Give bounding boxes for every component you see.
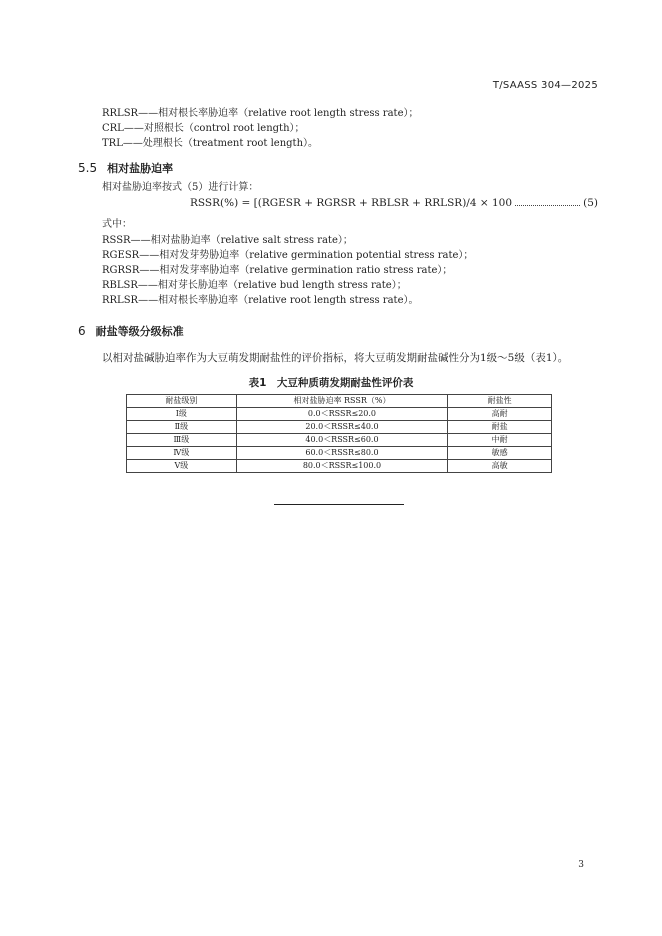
formula-intro: 相对盐胁迫率按式（5）进行计算： [102, 182, 259, 193]
dot-leader [515, 205, 580, 206]
cell-rssr: 80.0＜RSSR≤100.0 [236, 460, 448, 473]
definition-rgrsr: RGRSR——相对发芽率胁迫率（relative germination ratio stress rate）； [102, 265, 453, 276]
table-row [127, 408, 552, 421]
cell-level: Ⅳ级 [127, 447, 237, 460]
definition-rrlsr-2: RRLSR——相对根长率胁迫率（relative root length stress rate）。 [102, 295, 419, 306]
table-caption: 表1 大豆种质萌发期耐盐性评价表 [248, 377, 414, 389]
table-row [127, 434, 552, 447]
cell-rssr: 20.0＜RSSR≤40.0 [236, 421, 448, 434]
header-tolerance: 耐盐性 [448, 395, 552, 408]
section-6-heading [78, 323, 184, 339]
definition-rblsr: RBLSR——相对芽长胁迫率（relative bud length stress rate）； [102, 280, 407, 291]
cell-tolerance: 高敏 [448, 460, 552, 473]
section-number: 5.5 [78, 161, 98, 175]
table-header-row [127, 395, 552, 408]
end-rule [274, 504, 404, 505]
cell-tolerance: 高耐 [448, 408, 552, 421]
cell-level: Ⅴ级 [127, 460, 237, 473]
formula-number: (5) [583, 197, 598, 209]
page-number: 3 [578, 860, 584, 870]
header-level: 耐盐级别 [127, 395, 237, 408]
section-5-5-heading [78, 160, 173, 176]
section-6-body: 以相对盐碱胁迫率作为大豆萌发期耐盐性的评价指标，将大豆萌发期耐盐碱性分为1级～5级（表1）。 [102, 352, 569, 364]
definition-crl: CRL——对照根长（control root length）； [102, 123, 305, 134]
definition-rssr: RSSR——相对盐胁迫率（relative salt stress rate）； [102, 235, 353, 246]
cell-tolerance: 耐盐 [448, 421, 552, 434]
cell-rssr: 0.0＜RSSR≤20.0 [236, 408, 448, 421]
formula-rssr [190, 197, 598, 209]
cell-level: Ⅰ级 [127, 408, 237, 421]
definition-trl: TRL——处理根长（treatment root length）。 [102, 138, 319, 149]
cell-rssr: 40.0＜RSSR≤60.0 [236, 434, 448, 447]
salt-tolerance-table [126, 394, 552, 473]
table-row [127, 421, 552, 434]
table-row [127, 460, 552, 473]
section-title: 相对盐胁迫率 [107, 162, 174, 175]
table-row [127, 447, 552, 460]
cell-rssr: 60.0＜RSSR≤80.0 [236, 447, 448, 460]
definition-rgesr: RGESR——相对发芽势胁迫率（relative germination potential stress rate）； [102, 250, 474, 261]
cell-tolerance: 中耐 [448, 434, 552, 447]
cell-level: Ⅱ级 [127, 421, 237, 434]
document-id: T/SAASS 304—2025 [492, 80, 598, 91]
section-title: 耐盐等级分级标准 [95, 325, 184, 338]
where-label: 式中： [102, 219, 132, 230]
formula-expression: RSSR(%) = [(RGESR + RGRSR + RBLSR + RRLSR)/4 × 100 [190, 197, 513, 209]
cell-tolerance: 敏感 [448, 447, 552, 460]
definition-rrlsr: RRLSR——相对根长率胁迫率（relative root length stress rate）； [102, 108, 419, 119]
cell-level: Ⅲ级 [127, 434, 237, 447]
header-rssr: 相对盐胁迫率 RSSR（%） [236, 395, 448, 408]
section-number: 6 [78, 324, 86, 338]
